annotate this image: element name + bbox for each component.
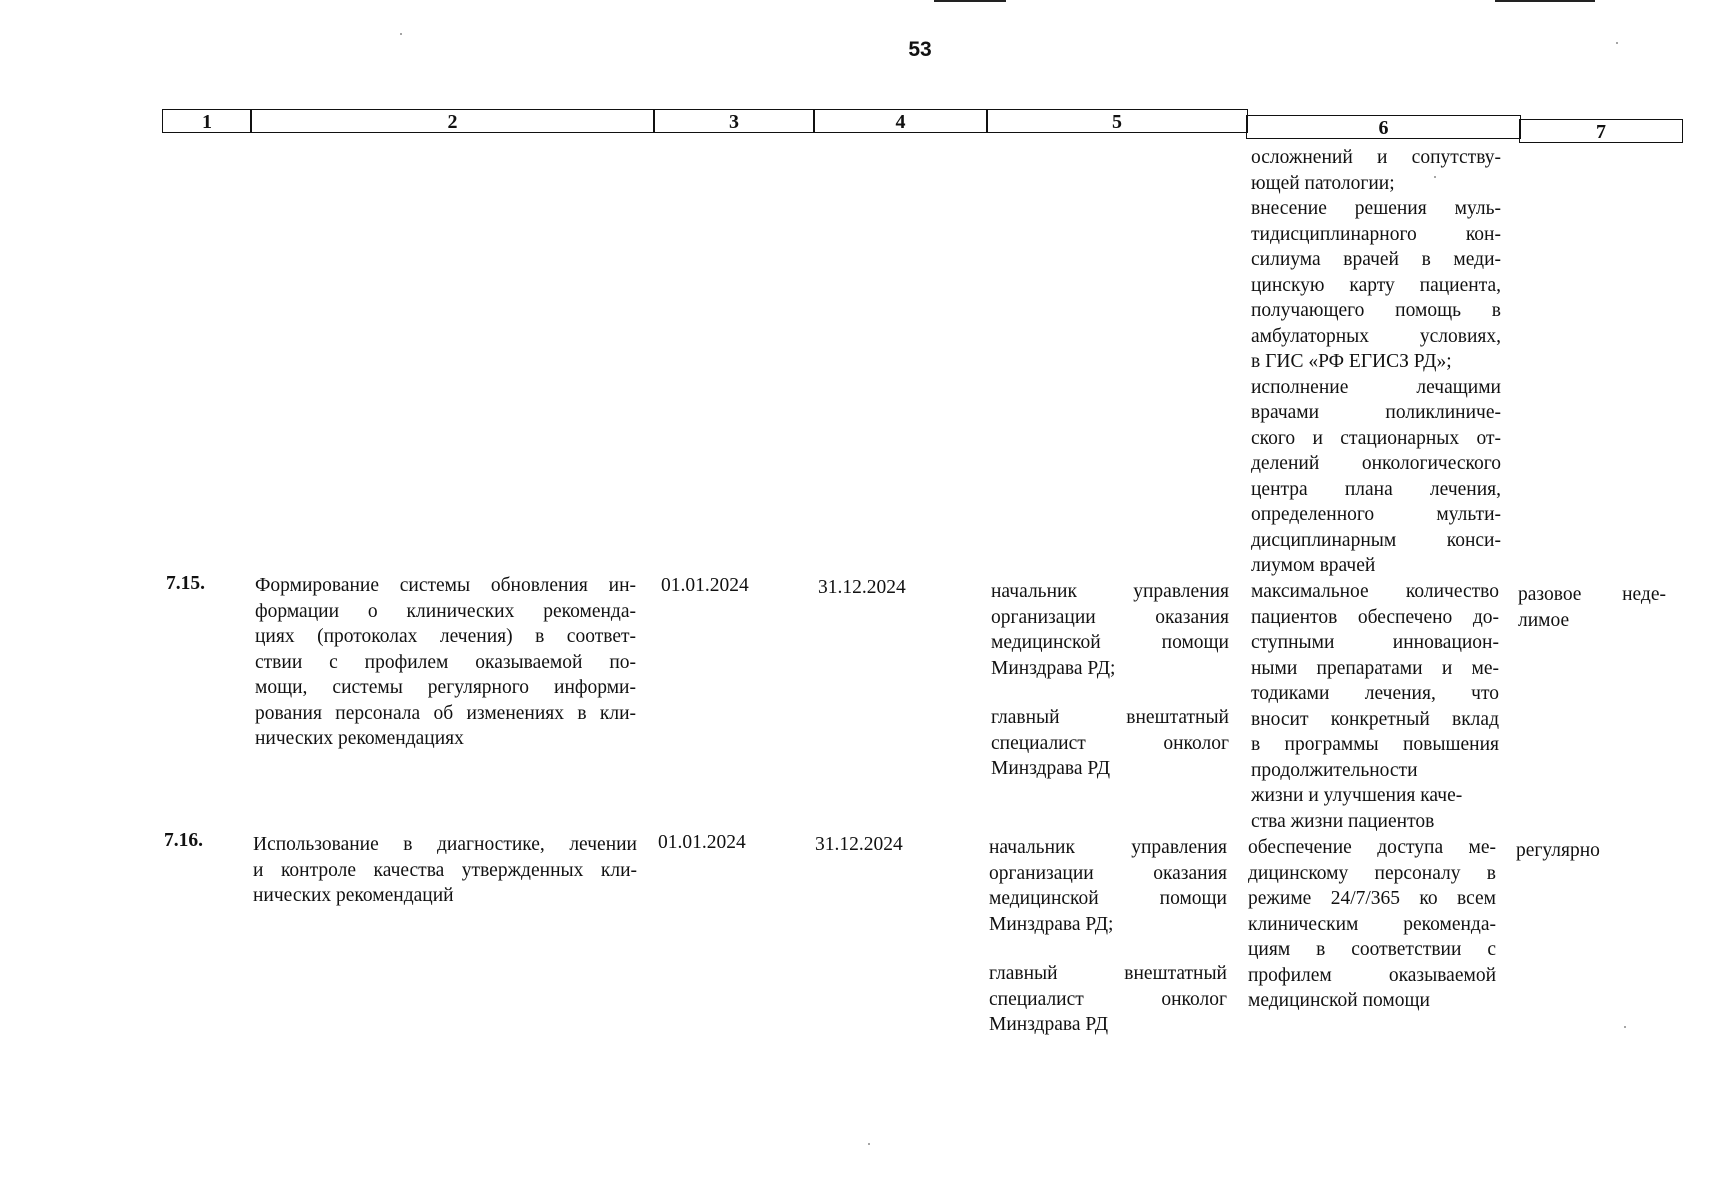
scan-speck: [1434, 176, 1436, 178]
start-date: 01.01.2024: [658, 832, 746, 853]
responsible-persons: [989, 835, 1227, 1038]
result-line: циям в соответствии с: [1248, 939, 1496, 960]
continuation-line: осложнений и сопутству-: [1251, 147, 1501, 168]
continuation-line: ского и стационарных от-: [1251, 427, 1501, 449]
scan-edge-mark: [934, 0, 1006, 2]
result-line: медицинской помощи: [1248, 990, 1430, 1011]
continuation-line: центра плана лечения,: [1251, 478, 1501, 500]
expected-result: [1251, 579, 1499, 834]
continuation-line: амбулаторных условиях,: [1251, 325, 1501, 347]
row-description: [255, 573, 636, 752]
result-line: тодиками лечения, что: [1251, 683, 1499, 704]
result-line: обеспечение доступа ме-: [1248, 837, 1496, 858]
responsible-line: организации оказания: [991, 606, 1229, 628]
description-line: циях (протоколах лечения) в соответ-: [255, 626, 636, 647]
activity-type: [1518, 582, 1666, 633]
header-col-5: 5: [986, 109, 1248, 133]
type-line: разовое неде-: [1518, 584, 1666, 605]
header-col-2: 2: [250, 109, 655, 133]
continuation-line: в ГИС «РФ ЕГИСЗ РД»;: [1251, 351, 1452, 372]
responsible-line: Минздрава РД;: [989, 913, 1114, 935]
description-line: формации о клинических рекоменда-: [255, 600, 636, 622]
continuation-line: делений онкологического: [1251, 453, 1501, 474]
description-line: рования персонала об изменениях в кли-: [255, 702, 636, 724]
result-line: жизни и улучшения каче-: [1251, 785, 1463, 806]
continuation-line: определенного мульти-: [1251, 504, 1501, 525]
scan-speck: [1616, 42, 1618, 44]
continuation-line: получающего помощь в: [1251, 300, 1501, 321]
responsible-line: организации оказания: [989, 862, 1227, 884]
responsible-line: медицинской помощи: [989, 888, 1227, 909]
start-date: 01.01.2024: [661, 575, 749, 596]
continuation-line: внесение решения муль-: [1251, 198, 1501, 219]
continuation-line: лиумом врачей: [1251, 555, 1376, 576]
continuation-line: врачами поликлиниче-: [1251, 402, 1501, 423]
responsible-persons: [991, 579, 1229, 782]
type-line: регулярно: [1516, 840, 1600, 861]
header-col-3: 3: [653, 109, 815, 133]
continuation-line: цинскую карту пациента,: [1251, 274, 1501, 296]
header-col-6: 6: [1246, 115, 1521, 139]
row-number: 7.16.: [164, 830, 203, 851]
header-col-4: 4: [813, 109, 988, 133]
result-line: ными препаратами и ме-: [1251, 657, 1499, 679]
continuation-cell: [1251, 145, 1501, 579]
row-description: [253, 832, 637, 909]
result-line: режиме 24/7/365 ко всем: [1248, 888, 1496, 909]
responsible-line: начальник управления: [989, 837, 1227, 858]
result-line: пациентов обеспечено до-: [1251, 606, 1499, 628]
description-line: мощи, системы регулярного информи-: [255, 677, 636, 698]
result-line: дицинскому персоналу в: [1248, 862, 1496, 884]
scan-speck: [1624, 1026, 1626, 1028]
responsible-line: Минздрава РД: [989, 1014, 1109, 1035]
scan-speck: [868, 1143, 870, 1145]
result-line: ства жизни пациентов: [1251, 810, 1435, 832]
page-number: 53: [908, 38, 932, 61]
expected-result: [1248, 835, 1496, 1014]
result-line: клиническим рекоменда-: [1248, 913, 1496, 935]
result-line: в программы повышения: [1251, 734, 1499, 755]
row-number: 7.15.: [166, 573, 205, 594]
responsible-line: главный внештатный: [989, 963, 1227, 984]
responsible-line: главный внештатный: [991, 707, 1229, 728]
scan-speck: [400, 33, 402, 35]
result-line: продолжительности: [1251, 759, 1418, 781]
table-header-row: [162, 109, 1680, 143]
description-line: Формирование системы обновления ин-: [255, 575, 636, 596]
header-col-1: 1: [162, 109, 252, 133]
continuation-line: тидисциплинарного кон-: [1251, 223, 1501, 245]
activity-type: [1516, 838, 1664, 864]
continuation-line: исполнение лечащими: [1251, 376, 1501, 398]
responsible-line: медицинской помощи: [991, 632, 1229, 653]
responsible-line: Минздрава РД: [991, 758, 1111, 779]
description-line: и контроле качества утвержденных кли-: [253, 859, 637, 881]
responsible-line: начальник управления: [991, 581, 1229, 602]
result-line: ступными инновацион-: [1251, 632, 1499, 653]
end-date: 31.12.2024: [818, 577, 906, 598]
result-line: вносит конкретный вклад: [1251, 708, 1499, 730]
result-line: профилем оказываемой: [1248, 964, 1496, 986]
continuation-line: силиума врачей в меди-: [1251, 249, 1501, 270]
responsible-line: специалист онколог: [991, 732, 1229, 754]
description-line: нических рекомендациях: [255, 728, 464, 749]
header-col-7: 7: [1519, 119, 1683, 143]
result-line: максимальное количество: [1251, 581, 1499, 602]
scan-edge-mark: [1495, 0, 1595, 2]
responsible-line: Минздрава РД;: [991, 657, 1116, 679]
continuation-line: ющей патологии;: [1251, 172, 1395, 194]
type-line: лимое: [1518, 609, 1570, 631]
continuation-line: дисциплинарным конси-: [1251, 529, 1501, 551]
end-date: 31.12.2024: [815, 834, 903, 855]
description-line: Использование в диагностике, лечении: [253, 834, 637, 855]
responsible-line: специалист онколог: [989, 988, 1227, 1010]
description-line: нических рекомендаций: [253, 885, 454, 906]
description-line: ствии с профилем оказываемой по-: [255, 651, 636, 673]
